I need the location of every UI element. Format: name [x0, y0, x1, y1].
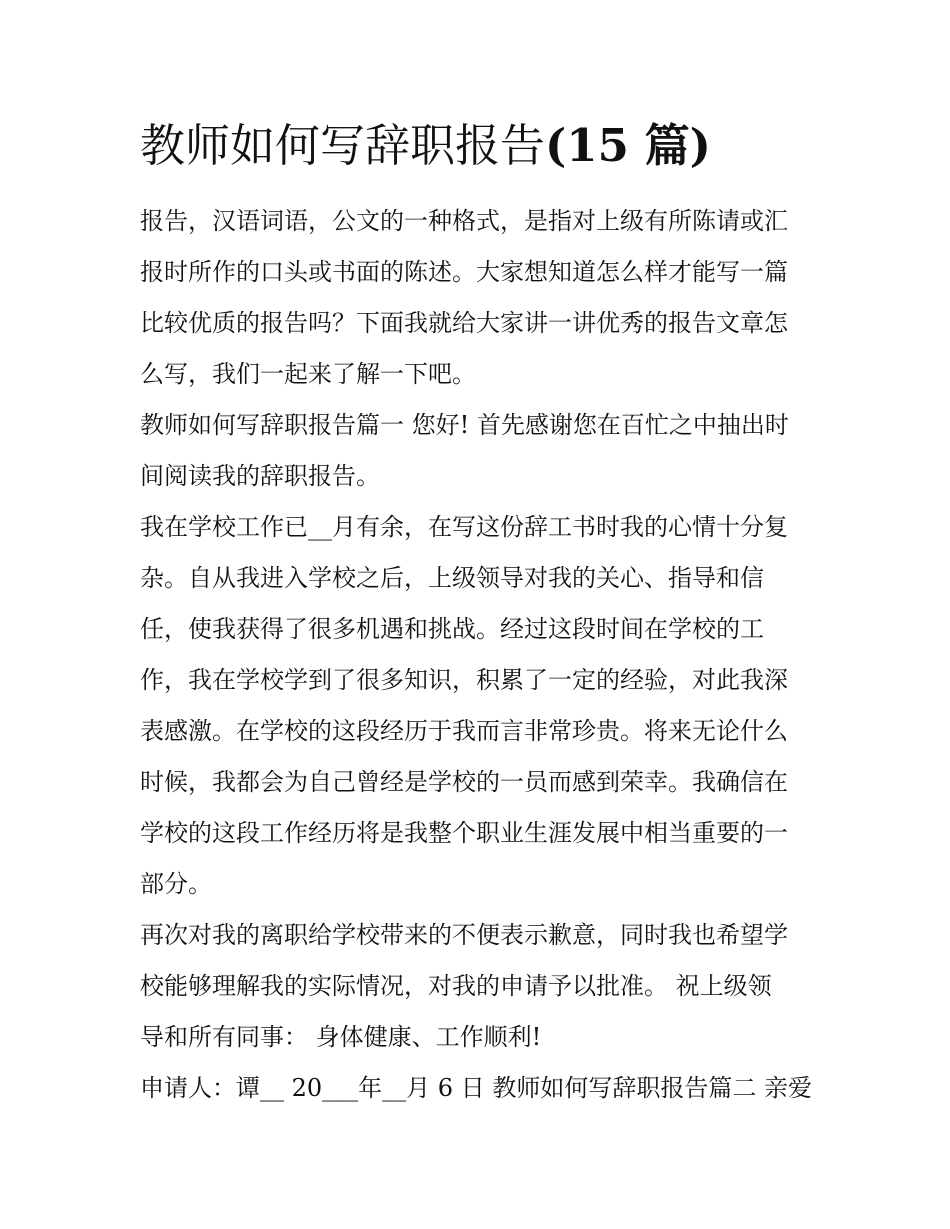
text-line: 报时所作的口头或书面的陈述。大家想知道怎么样才能写一篇 — [140, 258, 788, 286]
paragraph-greeting — [140, 400, 820, 502]
title-main: 教师如何写辞职报告 — [140, 119, 546, 172]
text-line: 再次对我的离职给学校带来的不便表示歉意，同时我也希望学 — [140, 921, 788, 949]
text-line: 我在学校工作已__月有余，在写这份辞工书时我的心情十分复 — [140, 513, 788, 541]
text-line: 校能够理解我的实际情况，对我的申请予以批准。 祝上级领 — [140, 972, 772, 1000]
text-line: 表感激。在学校的这段经历于我而言非常珍贵。将来无论什么 — [140, 717, 788, 745]
text-line: 申请人：谭__ 20___年__月 6 日 教师如何写辞职报告篇二 亲爱 — [140, 1074, 812, 1102]
text-line: 教师如何写辞职报告篇一 您好! 首先感谢您在百忙之中抽出时 — [140, 411, 789, 439]
text-line: 导和所有同事： 身体健康、工作顺利! — [140, 1023, 542, 1051]
text-line: 学校的这段工作经历将是我整个职业生涯发展中相当重要的一 — [140, 819, 788, 847]
paragraph-experience — [140, 502, 820, 910]
paragraph-intro — [140, 196, 820, 400]
paragraph-apology — [140, 910, 820, 1063]
text-line: 部分。 — [140, 870, 212, 898]
title-suffix: (15 篇) — [545, 119, 711, 172]
text-line: 杂。自从我进入学校之后，上级领导对我的关心、指导和信 — [140, 564, 764, 592]
text-line: 作，我在学校学到了很多知识，积累了一定的经验，对此我深 — [140, 666, 788, 694]
text-line: 比较优质的报告吗？下面我就给大家讲一讲优秀的报告文章怎 — [140, 309, 788, 337]
text-line: 间阅读我的辞职报告。 — [140, 462, 380, 490]
text-line: 时候，我都会为自己曾经是学校的一员而感到荣幸。我确信在 — [140, 768, 788, 796]
paragraph-signature — [140, 1063, 820, 1114]
document-body — [140, 196, 820, 1114]
document-title — [140, 112, 711, 180]
text-line: 报告，汉语词语，公文的一种格式，是指对上级有所陈请或汇 — [140, 207, 788, 235]
text-line: 任，使我获得了很多机遇和挑战。经过这段时间在学校的工 — [140, 615, 764, 643]
text-line: 么写，我们一起来了解一下吧。 — [140, 360, 476, 388]
